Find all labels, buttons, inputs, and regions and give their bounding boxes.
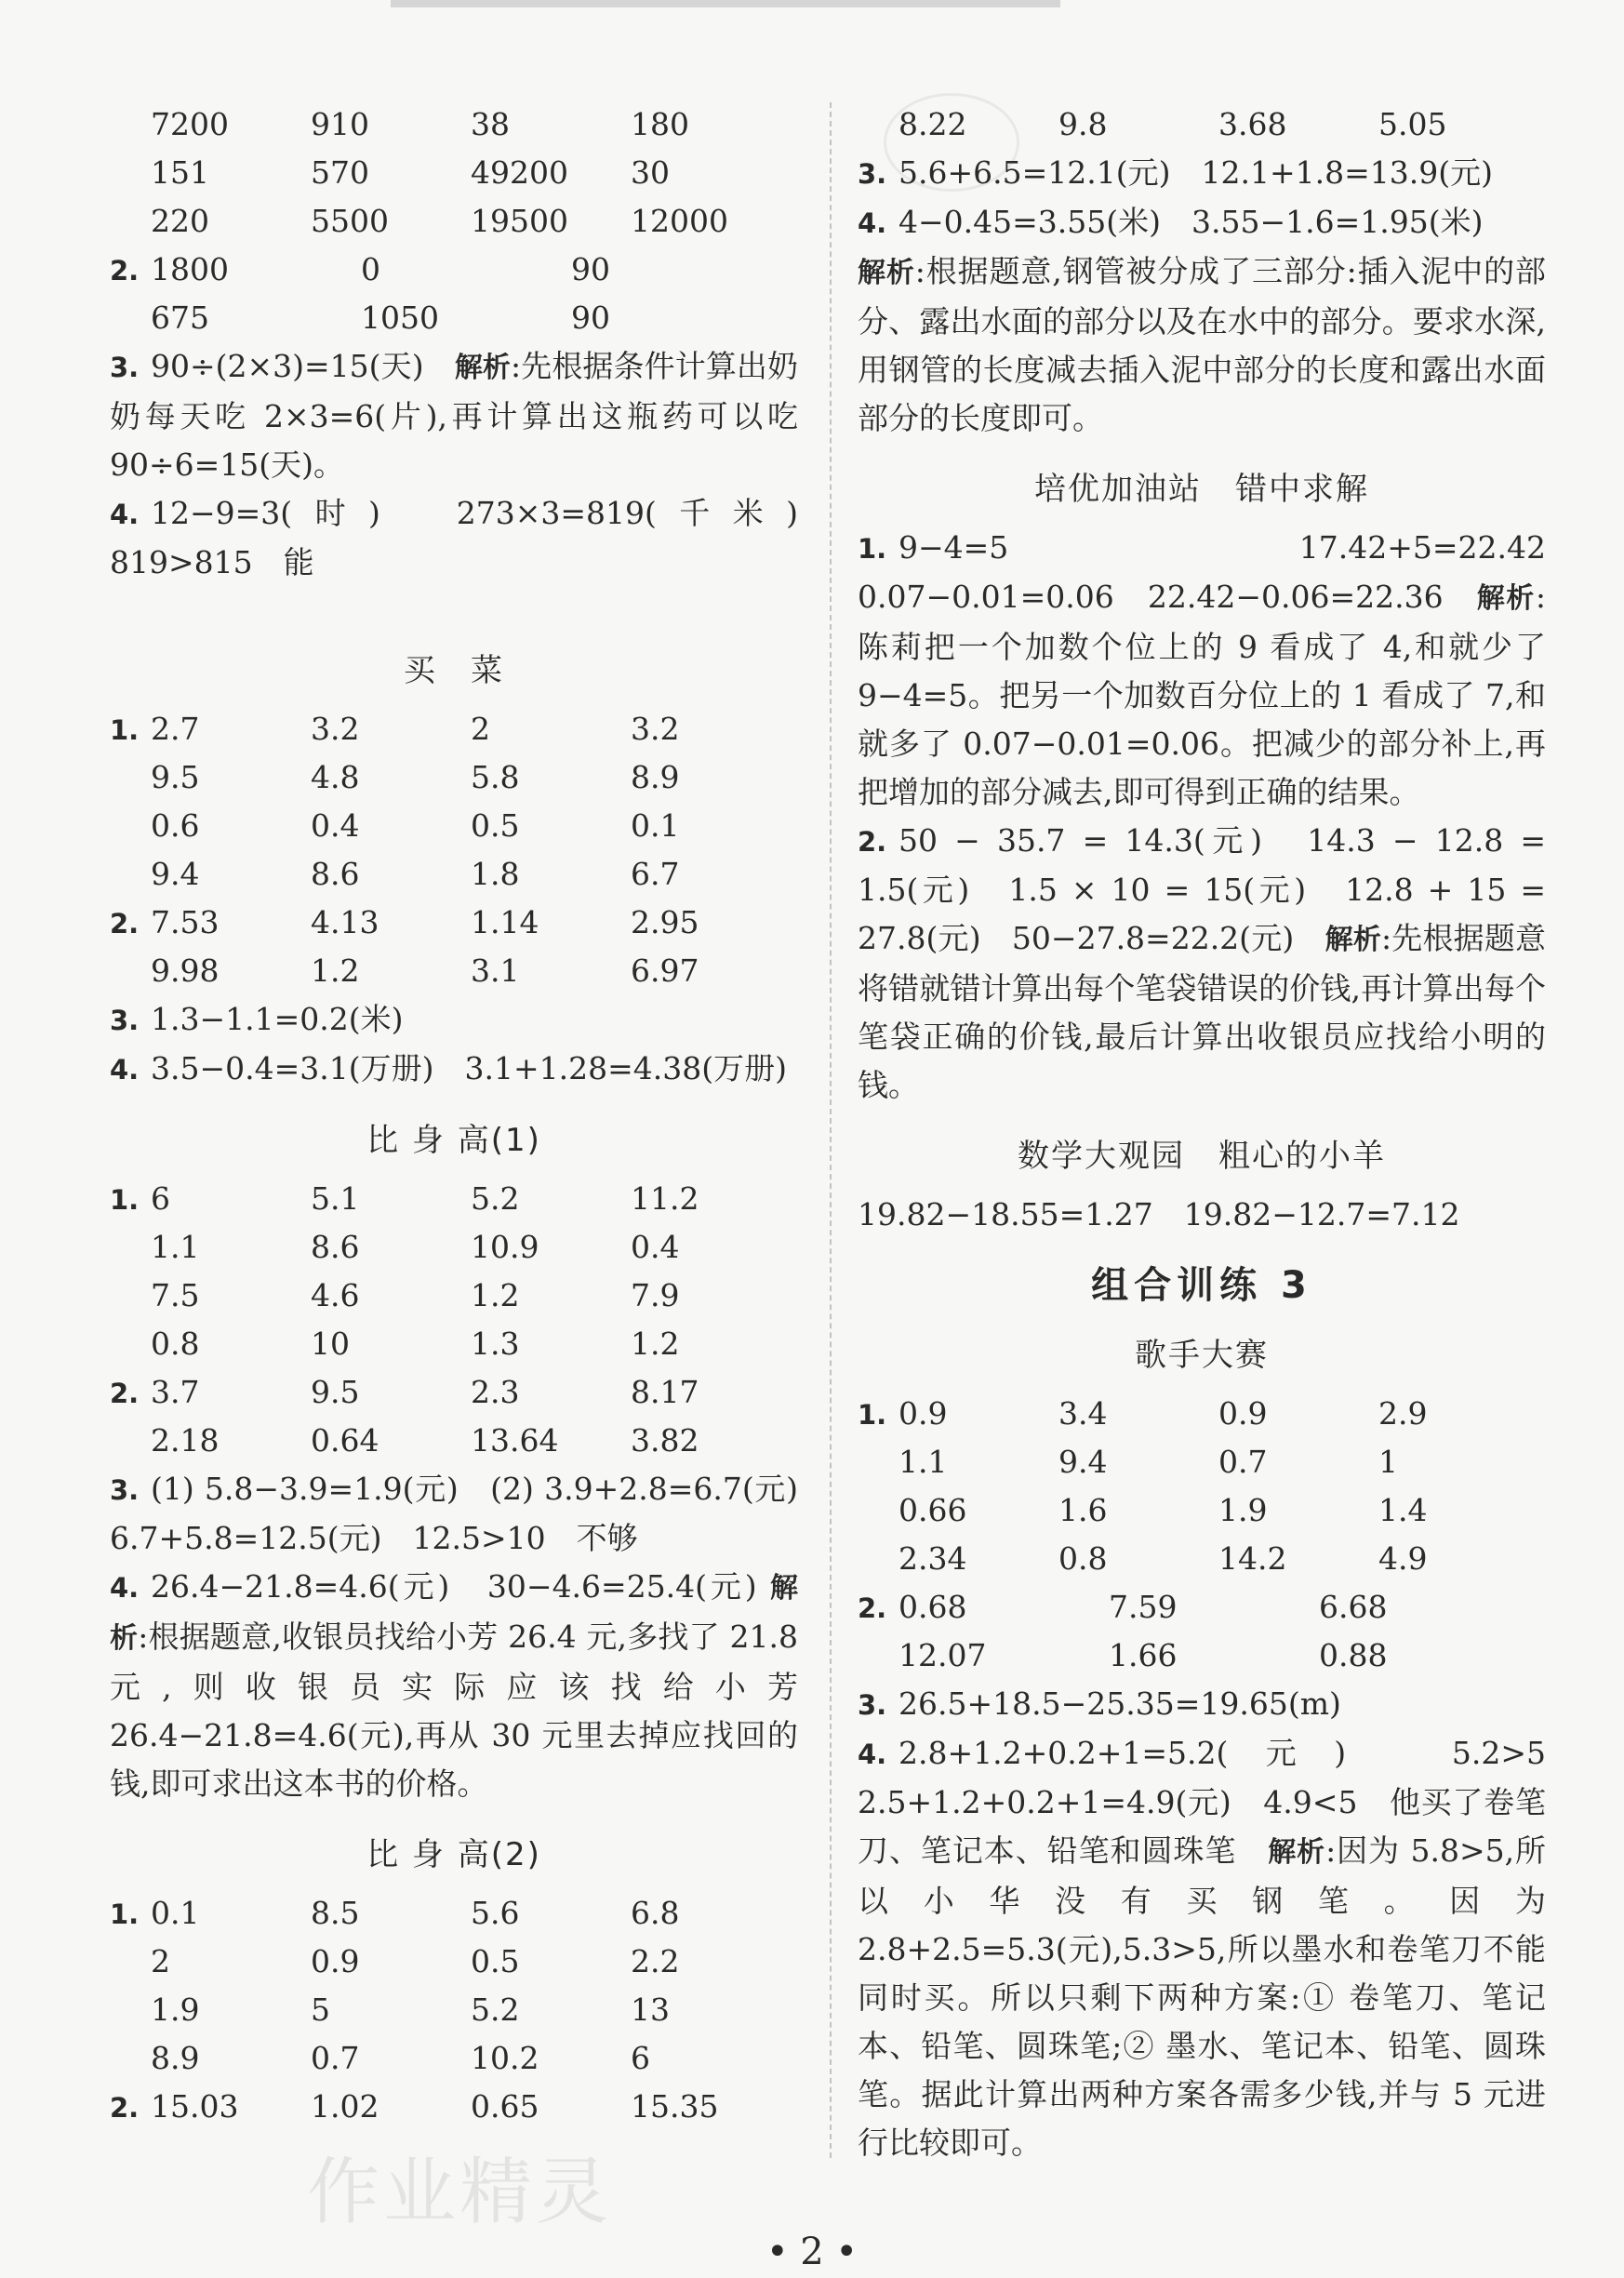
- answer-cell: 8.5: [311, 1895, 360, 1931]
- answer-row: [110, 2034, 798, 2083]
- answer-cell: 3.1: [471, 952, 520, 989]
- answer-expression: 1.3−1.1=0.2(米): [151, 1001, 404, 1037]
- answer-cell: 4.9: [1378, 1540, 1428, 1577]
- answer-cell: 1.4: [1378, 1492, 1428, 1528]
- answer-row: [110, 850, 798, 899]
- answer-cell: 0.7: [1218, 1444, 1268, 1480]
- answer-cell: 0.88: [1319, 1637, 1388, 1673]
- answer-cell: 0.8: [151, 1326, 200, 1362]
- explanation-label: 解析: [454, 352, 512, 384]
- answer-cell: 0: [361, 251, 380, 287]
- answer-expression: 4−0.45=3.55(米) 3.55−1.6=1.95(米): [899, 204, 1484, 240]
- answer-cell: 0.9: [899, 1395, 948, 1432]
- answer-cell: 0.1: [151, 1895, 200, 1931]
- answer-cell: 1.8: [471, 856, 520, 892]
- answer-cell: 1.3: [471, 1326, 520, 1362]
- right-column: [858, 100, 1577, 2167]
- answer-cell: 6: [151, 1180, 170, 1217]
- answer-cell: 9.4: [1058, 1444, 1108, 1480]
- explanation-label: 解析: [1476, 582, 1536, 615]
- question-number: 2.: [110, 2092, 140, 2124]
- answer-row: [110, 294, 798, 342]
- page-number: • 2 •: [765, 2231, 859, 2273]
- answer-cell: 8.17: [631, 1374, 699, 1410]
- answer-paragraph: [858, 198, 1546, 443]
- answer-expression: 3.5−0.4=3.1(万册) 3.1+1.28=4.38(万册): [151, 1050, 787, 1086]
- answer-row: [110, 899, 798, 947]
- answer-cell: 9.5: [151, 759, 200, 795]
- answer-cell: 6.7: [631, 856, 680, 892]
- answer-row: [110, 1368, 798, 1417]
- answer-cell: 1: [1378, 1444, 1398, 1480]
- answer-row: [110, 1417, 798, 1465]
- answer-expression: 26.4−21.8=4.6(元) 30−4.6=25.4(元): [151, 1568, 757, 1605]
- answer-expression: 50 − 35.7 = 14.3(元) 14.3 − 12.8 = 1.5(元) 1.5 × 10 = 15(元) 12.8 + 15 = 27.8(元) 50−27.8=22.2(元): [858, 822, 1546, 956]
- answer-cell: 9.8: [1058, 106, 1108, 142]
- answer-cell: 2: [471, 711, 490, 747]
- answer-cell: 3.4: [1058, 1395, 1108, 1432]
- answer-cell: 6.97: [631, 952, 699, 989]
- answer-cell: 3.7: [151, 1374, 200, 1410]
- answer-cell: 49200: [471, 154, 568, 191]
- question-number: 2.: [110, 1378, 140, 1409]
- question-number: 3.: [110, 352, 140, 383]
- answer-paragraph: [858, 524, 1577, 817]
- answer-cell: 0.1: [631, 807, 680, 844]
- answer-paragraph: [110, 1045, 798, 1094]
- answer-row: [858, 100, 1546, 149]
- answer-cell: 5.05: [1378, 106, 1447, 142]
- answer-cell: 675: [151, 300, 209, 336]
- answer-cell: 0.9: [1218, 1395, 1268, 1432]
- answer-cell: 10: [311, 1326, 350, 1362]
- answer-cell: 13: [631, 1992, 670, 2028]
- answer-row: [858, 1438, 1546, 1486]
- answer-cell: 1.9: [151, 1992, 200, 2028]
- answer-cell: 2.7: [151, 711, 200, 747]
- answer-cell: 12.07: [899, 1637, 987, 1673]
- section-maicai: [110, 705, 798, 1094]
- explanation-text: :根据题意,收银员找给小芳 26.4 元,多找了 21.8 元,则收银员实际应该找给小芳 26.4−21.8=4.6(元),再从 30 元里去掉应找回的钱,即可求出这本书的价格。: [110, 1619, 798, 1802]
- section-title: 培优加油站 错中求解: [1034, 471, 1369, 508]
- section-geshou: [858, 1390, 1577, 2167]
- answer-cell: 180: [631, 106, 689, 142]
- answer-cell: 0.6: [151, 807, 200, 844]
- answer-row: [110, 1938, 798, 1986]
- answer-paragraph: [110, 1465, 829, 1563]
- answer-cell: 8.9: [631, 759, 680, 795]
- answer-cell: 2.3: [471, 1374, 520, 1410]
- top-edge-rule: [391, 0, 1060, 7]
- unit-title: 组合训练 3: [1091, 1264, 1312, 1307]
- section-bishengao-1: [110, 1175, 829, 1808]
- answer-cell: 1800: [151, 251, 229, 287]
- answer-expression: (1) 5.8−3.9=1.9(元) (2) 3.9+2.8=6.7(元) 6.7+5.8=12.5(元) 12.5>10 不够: [110, 1471, 829, 1556]
- explanation-label: 解析: [110, 1572, 798, 1655]
- answer-cell: 3.68: [1218, 106, 1287, 142]
- answer-row: [858, 1535, 1546, 1583]
- question-number: 1.: [110, 1898, 140, 1930]
- answer-cell: 0.8: [1058, 1540, 1108, 1577]
- answer-cell: 14.2: [1218, 1540, 1287, 1577]
- answer-row: [110, 802, 798, 850]
- answer-expression: 90÷(2×3)=15(天): [151, 348, 424, 384]
- answer-cell: 1.1: [151, 1229, 200, 1265]
- answer-cell: 0.4: [311, 807, 360, 844]
- question-number: 1.: [110, 714, 140, 746]
- answer-cell: 1.6: [1058, 1492, 1108, 1528]
- section-bishengao-2: [110, 1889, 798, 2131]
- question-number: 2.: [110, 908, 140, 939]
- question-number: 3.: [110, 1474, 140, 1506]
- answer-paragraph: [858, 817, 1546, 1110]
- answer-cell: 1050: [361, 300, 439, 336]
- answer-cell: 13.64: [471, 1422, 559, 1459]
- answer-cell: 1.2: [631, 1326, 680, 1362]
- question-number: 4.: [110, 1572, 140, 1604]
- answer-cell: 5.6: [471, 1895, 520, 1931]
- question-number: 3.: [110, 1005, 140, 1036]
- answer-cell: 1.2: [311, 952, 360, 989]
- answer-row: [858, 1583, 1546, 1632]
- answer-row: [110, 197, 798, 246]
- answer-cell: 220: [151, 203, 209, 239]
- answer-cell: 0.7: [311, 2040, 360, 2076]
- watermark: 作业精灵: [307, 2151, 613, 2234]
- answer-cell: 8.22: [899, 106, 967, 142]
- answer-cell: 90: [571, 251, 610, 287]
- answer-cell: 0.9: [311, 1943, 360, 1979]
- column-divider: [830, 102, 832, 2158]
- answer-cell: 11.2: [631, 1180, 699, 1217]
- answer-row: [110, 705, 798, 753]
- answer-row: [858, 1632, 1546, 1680]
- question-number: 3.: [858, 158, 887, 190]
- answer-row: [110, 1986, 798, 2034]
- explanation-label: 解析: [858, 257, 915, 289]
- answer-cell: 10.2: [471, 2040, 539, 2076]
- answer-cell: 19500: [471, 203, 568, 239]
- answer-paragraph: [110, 1563, 798, 1808]
- answer-cell: 1.2: [471, 1277, 520, 1313]
- explanation-label: 解析: [1324, 924, 1381, 956]
- answer-expression: 5.6+6.5=12.1(元) 12.1+1.8=13.9(元): [899, 154, 1493, 191]
- answer-cell: 7.9: [631, 1277, 680, 1313]
- answer-cell: 9.5: [311, 1374, 360, 1410]
- answer-paragraph: [110, 995, 798, 1045]
- section-title: 数学大观园 粗心的小羊: [1018, 1138, 1386, 1175]
- question-number: 3.: [858, 1689, 887, 1721]
- explanation-label: 解析: [1268, 1836, 1326, 1869]
- answer-row: [110, 100, 798, 149]
- question-number: 4.: [858, 1738, 887, 1770]
- question-number: 1.: [858, 1399, 887, 1431]
- answer-cell: 910: [311, 106, 369, 142]
- answer-cell: 4.8: [311, 759, 360, 795]
- answer-paragraph: [858, 1680, 1546, 1729]
- answer-cell: 10.9: [471, 1229, 539, 1265]
- answer-cell: 5.2: [471, 1180, 520, 1217]
- answer-row: [110, 1889, 798, 1938]
- answer-cell: 1.02: [311, 2088, 379, 2125]
- answer-cell: 12000: [631, 203, 728, 239]
- right-top-answers: [858, 100, 1546, 443]
- explanation-text: :陈莉把一个加数个位上的 9 看成了 4,和就少了 9−4=5。把另一个加数百分位上的 1 看成了 7,和就多了 0.07−0.01=0.06。把减少的部分补上,再把增加的部分减去,即可得到正确的结果。: [858, 579, 1546, 810]
- left-column: [110, 100, 829, 2131]
- answer-cell: 7.59: [1109, 1589, 1178, 1625]
- answer-cell: 1.1: [899, 1444, 948, 1480]
- answer-cell: 6.8: [631, 1895, 680, 1931]
- question-number: 4.: [110, 1054, 140, 1086]
- answer-cell: 15.03: [151, 2088, 239, 2125]
- answer-cell: 9.4: [151, 856, 200, 892]
- answer-cell: 38: [471, 106, 510, 142]
- answer-cell: 7200: [151, 106, 229, 142]
- answer-cell: 0.5: [471, 807, 520, 844]
- answer-cell: 4.13: [311, 904, 379, 940]
- answer-cell: 0.66: [899, 1492, 967, 1528]
- answer-cell: 2.34: [899, 1540, 967, 1577]
- answer-cell: 7.5: [151, 1277, 200, 1313]
- answer-row: [858, 1390, 1546, 1438]
- answer-cell: 2.9: [1378, 1395, 1428, 1432]
- section-peiyou: [858, 524, 1577, 1110]
- answer-row: [110, 753, 798, 802]
- answer-row: [110, 1223, 798, 1272]
- explanation-text: :因为 5.8>5,所以小华没有买钢笔。因为 2.8+2.5=5.3(元),5.3>5,所以墨水和卷笔刀不能同时买。所以只剩下两种方案:① 卷笔刀、笔记本、铅笔、圆珠笔;② 墨水、笔记本、铅笔、圆珠笔。据此计算出两种方案各需多少钱,并与 5 元进行比较即可。: [858, 1832, 1547, 2161]
- question-number: 1.: [110, 1184, 140, 1216]
- answer-cell: 8.6: [311, 1229, 360, 1265]
- answer-paragraph: [858, 149, 1546, 198]
- answer-cell: 2.2: [631, 1943, 680, 1979]
- answer-paragraph: 19.82−18.55=1.27 19.82−12.7=7.12: [858, 1196, 1460, 1232]
- answer-row: [858, 1486, 1546, 1535]
- answer-row: [110, 246, 798, 294]
- answer-expression: 26.5+18.5−25.35=19.65(m): [899, 1685, 1341, 1722]
- answer-cell: 0.68: [899, 1589, 967, 1625]
- answer-cell: 0.65: [471, 2088, 539, 2125]
- section-title: 买 菜: [404, 652, 504, 689]
- question-number: 1.: [858, 533, 887, 565]
- answer-cell: 1.9: [1218, 1492, 1268, 1528]
- answer-cell: 4.6: [311, 1277, 360, 1313]
- answer-cell: 3.82: [631, 1422, 699, 1459]
- explanation-text: :先根据条件计算出奶奶每天吃 2×3=6(片),再计算出这瓶药可以吃 90÷6=15(天)。: [110, 348, 799, 483]
- answer-cell: 6.68: [1319, 1589, 1388, 1625]
- answer-expression: 2.8+1.2+0.2+1=5.2(元) 5.2>5 2.5+1.2+0.2+1=4.9(元) 4.9<5 他买了卷笔刀、笔记本、铅笔和圆珠笔: [858, 1735, 1577, 1869]
- answer-cell: 7.53: [151, 904, 220, 940]
- left-top-answers: [110, 100, 829, 587]
- answer-cell: 570: [311, 154, 369, 191]
- answer-cell: 15.35: [631, 2088, 719, 2125]
- answer-cell: 8.6: [311, 856, 360, 892]
- answer-row: [110, 947, 798, 995]
- section-title: 比 身 高(1): [366, 1122, 541, 1159]
- answer-cell: 1.14: [471, 904, 539, 940]
- answer-cell: 6: [631, 2040, 650, 2076]
- answer-cell: 30: [631, 154, 670, 191]
- answer-cell: 90: [571, 300, 610, 336]
- answer-cell: 5: [311, 1992, 330, 2028]
- answer-expression: 12−9=3(时) 273×3=819(千米) 819>815 能: [110, 495, 829, 580]
- answer-cell: 151: [151, 154, 209, 191]
- question-number: 2.: [858, 826, 887, 858]
- answer-cell: 2: [151, 1943, 170, 1979]
- answer-cell: 5.8: [471, 759, 520, 795]
- answer-cell: 8.9: [151, 2040, 200, 2076]
- answer-cell: 3.2: [631, 711, 680, 747]
- question-number: 2.: [858, 1592, 887, 1624]
- explanation-text: :先根据题意将错就错计算出每个笔袋错误的价钱,再计算出每个笔袋正确的价钱,最后计算出收银员应找给小明的钱。: [858, 920, 1546, 1103]
- answer-paragraph: [110, 489, 829, 587]
- answer-cell: 0.64: [311, 1422, 379, 1459]
- section-title: 歌手大赛: [1135, 1337, 1269, 1374]
- explanation-text: :根据题意,钢管被分成了三部分:插入泥中的部分、露出水面的部分以及在水中的部分。要求水深,用钢管的长度减去插入泥中部分的长度和露出水面部分的长度即可。: [858, 253, 1546, 436]
- question-number: 2.: [110, 255, 140, 286]
- answer-row: [110, 2083, 798, 2131]
- question-number: 4.: [858, 207, 887, 239]
- answer-row: [110, 1272, 798, 1320]
- answer-row: [110, 1320, 798, 1368]
- answer-cell: 5.1: [311, 1180, 360, 1217]
- question-number: 4.: [110, 499, 140, 530]
- answer-cell: 5.2: [471, 1992, 520, 2028]
- answer-paragraph: [858, 1729, 1577, 2167]
- answer-cell: 0.5: [471, 1943, 520, 1979]
- answer-expression: 9−4=5 17.42+5=22.42 0.07−0.01=0.06 22.42−0.06=22.36: [858, 529, 1577, 615]
- answer-row: [110, 1175, 798, 1223]
- answer-cell: 3.2: [311, 711, 360, 747]
- answer-cell: 5500: [311, 203, 389, 239]
- answer-cell: 2.95: [631, 904, 699, 940]
- answer-cell: 2.18: [151, 1422, 220, 1459]
- answer-row: [110, 149, 798, 197]
- answer-cell: 0.4: [631, 1229, 680, 1265]
- answer-cell: 9.98: [151, 952, 220, 989]
- section-title: 比 身 高(2): [366, 1836, 541, 1873]
- answer-cell: 1.66: [1109, 1637, 1178, 1673]
- answer-paragraph: [110, 342, 798, 489]
